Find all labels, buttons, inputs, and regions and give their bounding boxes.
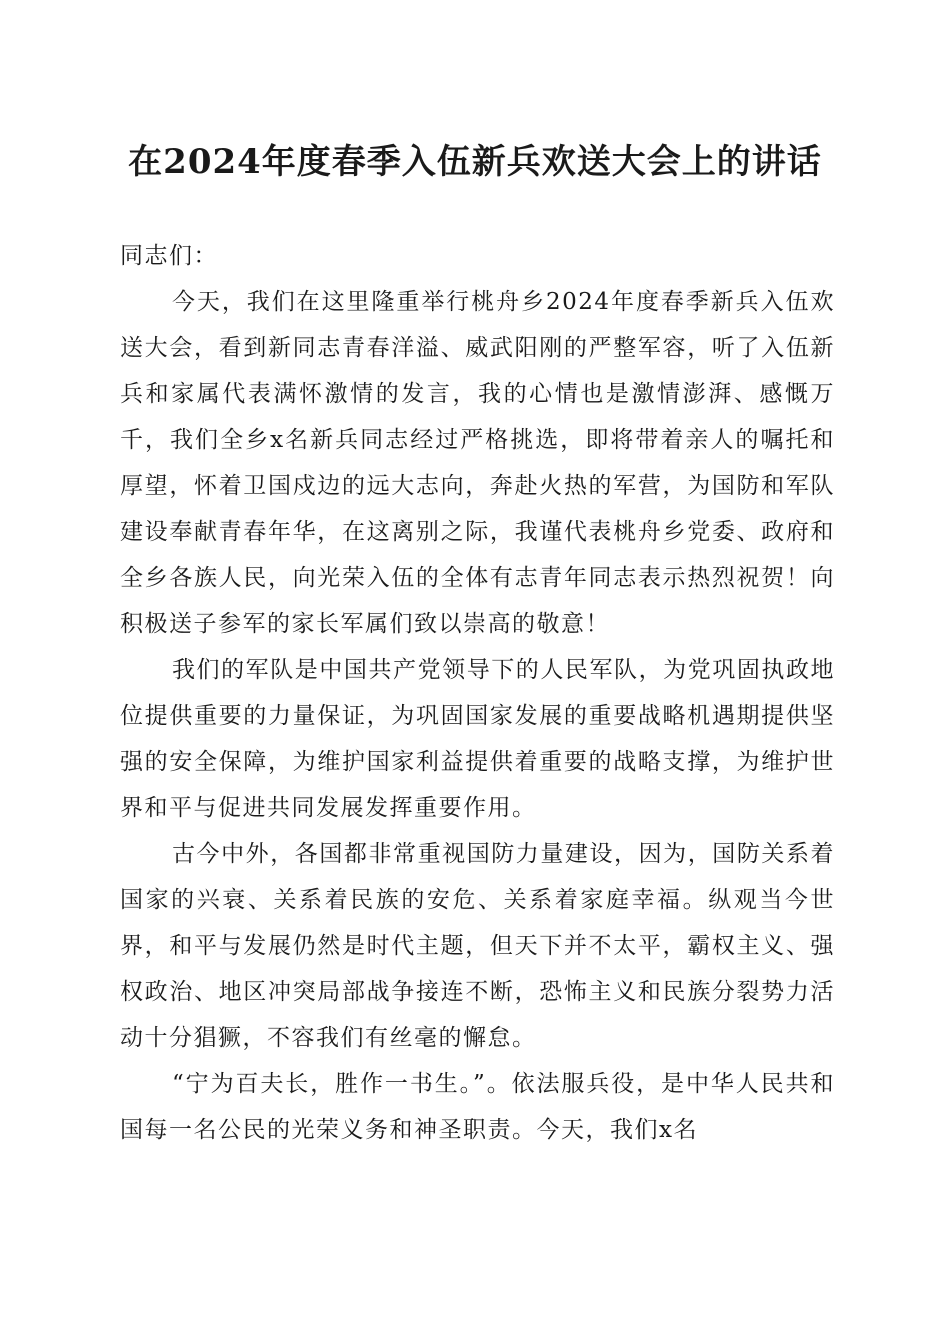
document-body	[120, 233, 835, 1153]
salutation: 同志们：	[120, 243, 218, 269]
paragraph-2: 我们的军队是中国共产党领导下的人民军队，为党巩固执政地位提供重要的力量保证，为巩固国家发展的重要战略机遇期提供坚强的安全保障，为维护国家利益提供着重要的战略支撑，为维护世界和平与促进共同发展发挥重要作用。	[120, 657, 835, 821]
paragraph-4: “宁为百夫长，胜作一书生。”。依法服兵役，是中华人民共和国每一名公民的光荣义务和神圣职责。今天，我们x名	[120, 1071, 835, 1143]
document-title: 在2024年度春季入伍新兵欢送大会上的讲话	[128, 142, 822, 182]
paragraph-1: 今天，我们在这里隆重举行桃舟乡2024年度春季新兵入伍欢送大会，看到新同志青春洋溢、威武阳刚的严整军容，听了入伍新兵和家属代表满怀激情的发言，我的心情也是激情澎湃、感慨万千，我们全乡x名新兵同志经过严格挑选，即将带着亲人的嘱托和厚望，怀着卫国戍边的远大志向，奔赴火热的军营，为国防和军队建设奉献青春年华，在这离别之际，我谨代表桃舟乡党委、政府和全乡各族人民，向光荣入伍的全体有志青年同志表示热烈祝贺！向积极送子参军的家长军属们致以崇高的敬意！	[120, 289, 835, 637]
paragraph-3: 古今中外，各国都非常重视国防力量建设，因为，国防关系着国家的兴衰、关系着民族的安危、关系着家庭幸福。纵观当今世界，和平与发展仍然是时代主题，但天下并不太平，霸权主义、强权政治、地区冲突局部战争接连不断，恐怖主义和民族分裂势力活动十分猖獗，不容我们有丝毫的懈怠。	[120, 841, 835, 1051]
